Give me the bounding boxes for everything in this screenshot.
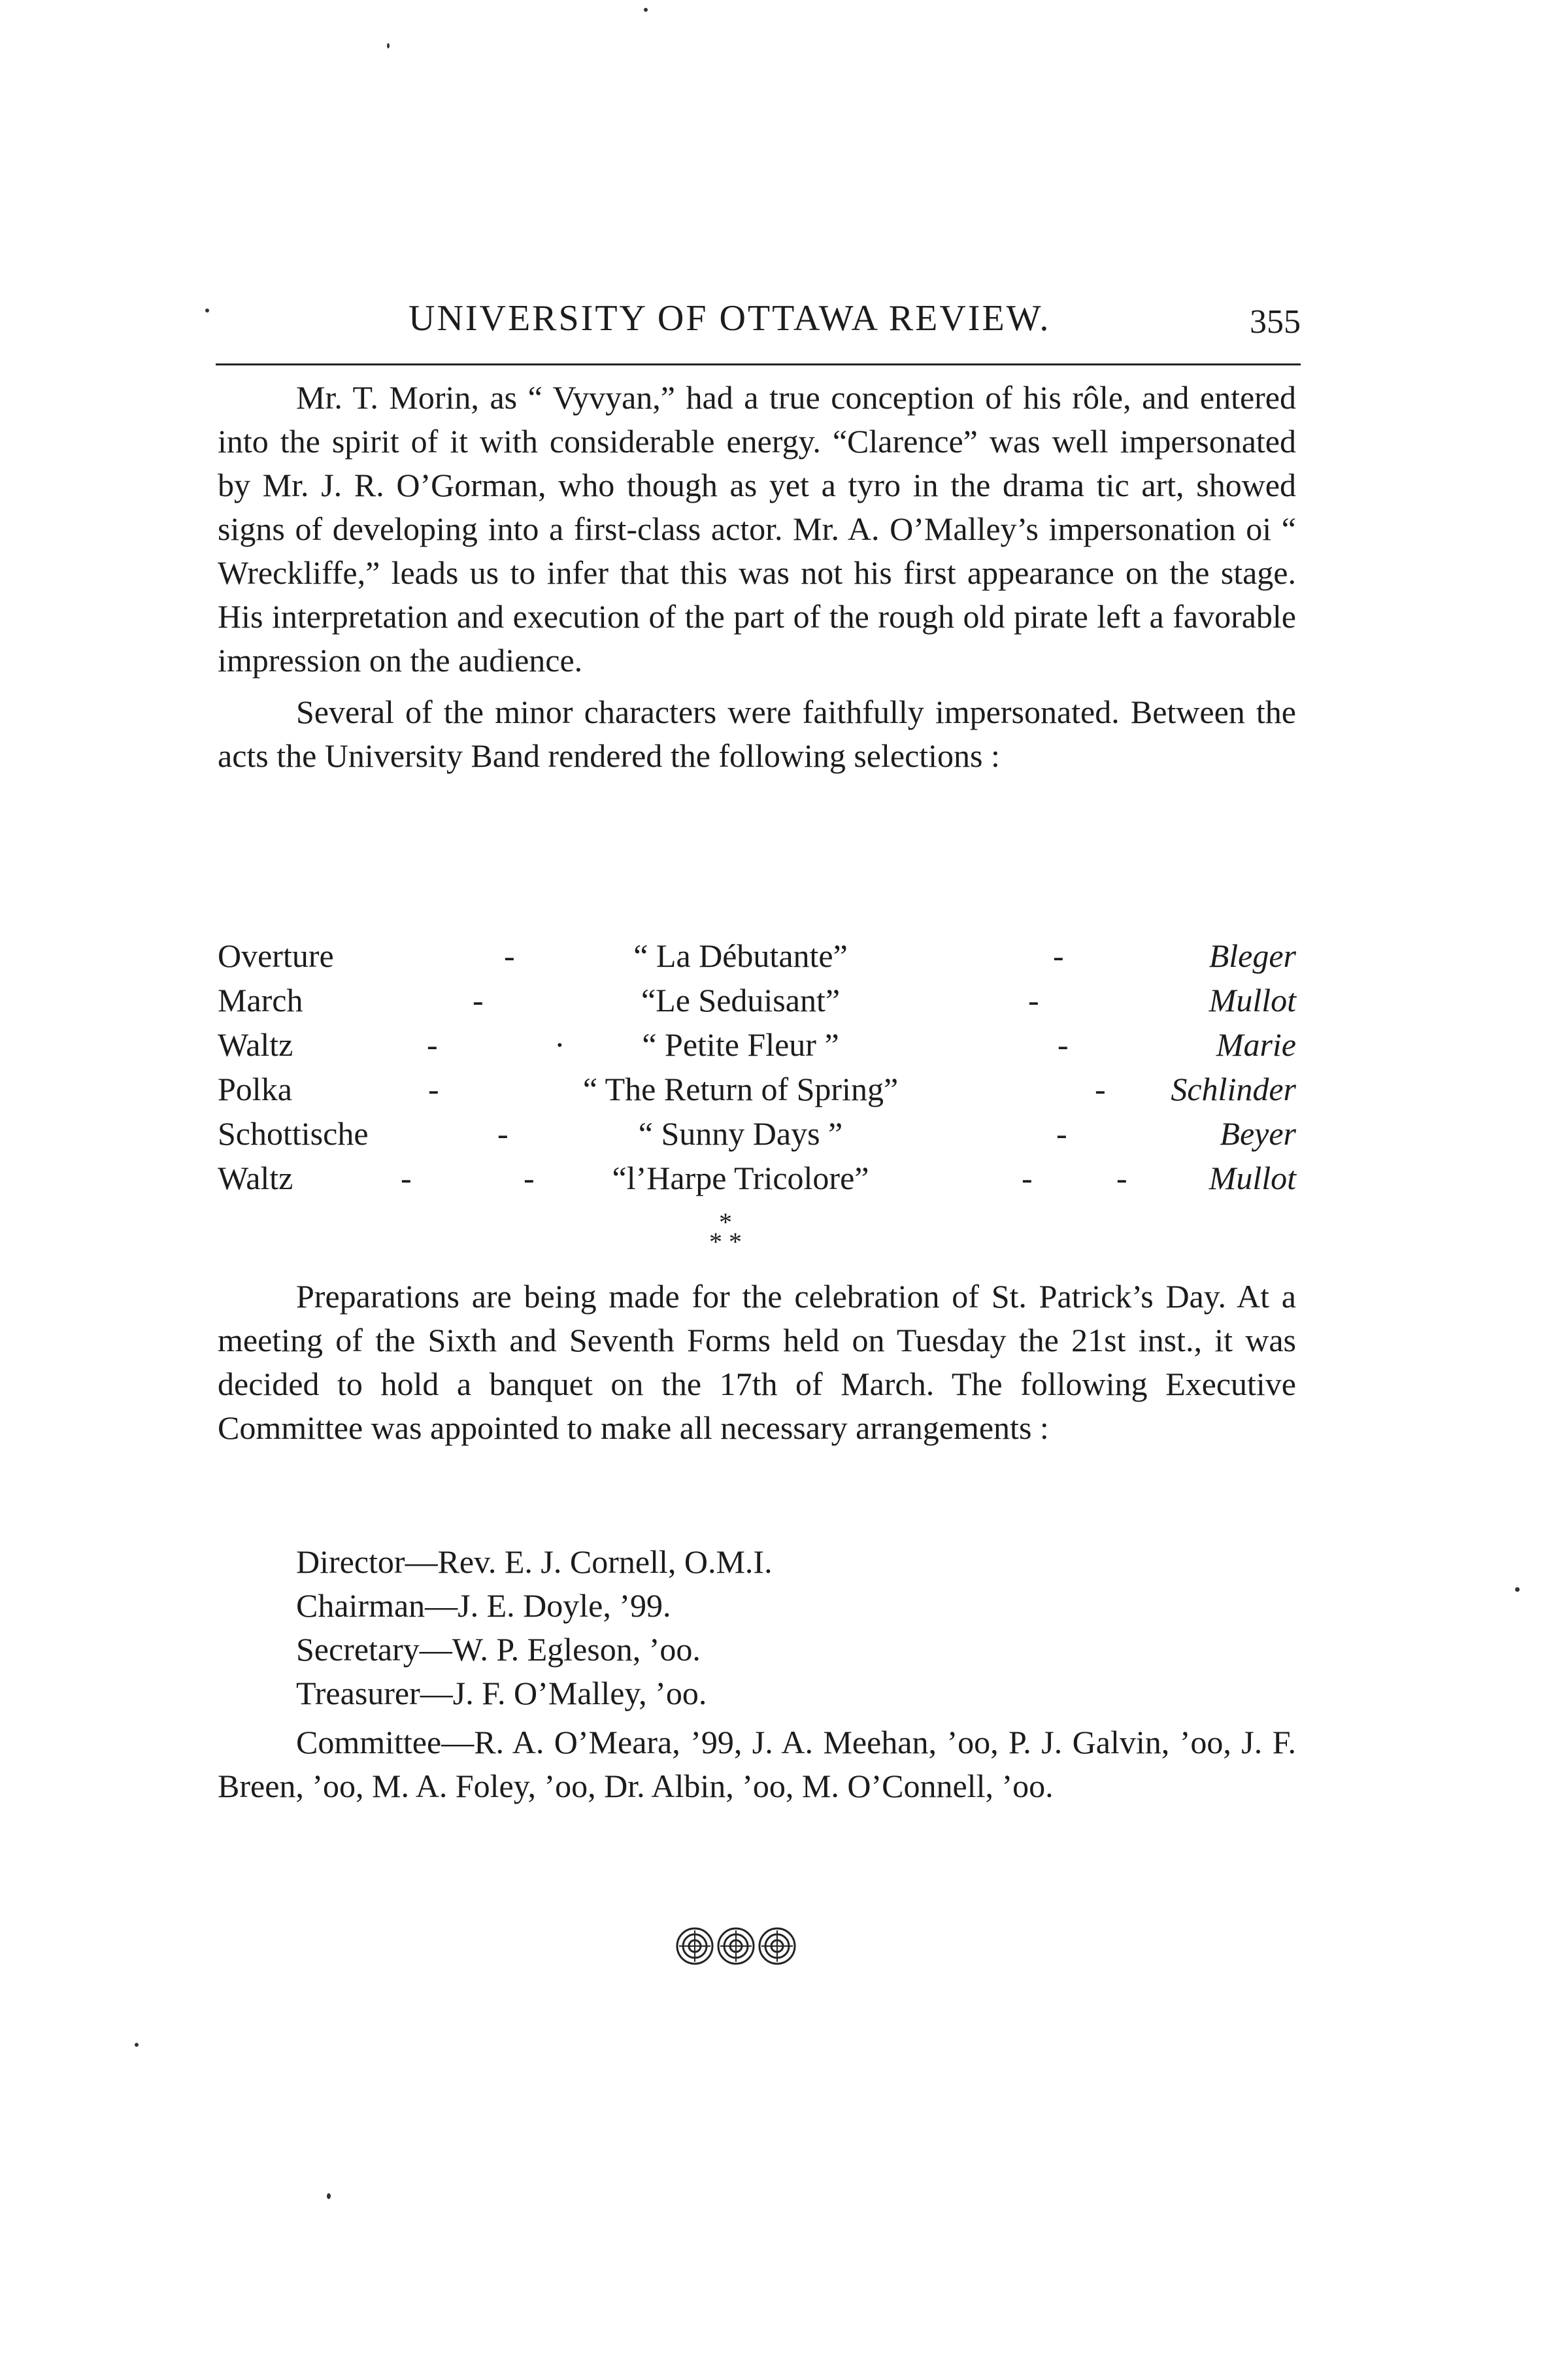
program-title: “ Sunny Days ” xyxy=(638,1115,843,1152)
page-number: 355 xyxy=(1250,303,1301,341)
officer-chairman: Chairman—J. E. Doyle, ’99. xyxy=(296,1587,671,1624)
program-title: “ Petite Fleur ” xyxy=(642,1026,839,1063)
program-title: “ The Return of Spring” xyxy=(582,1071,899,1107)
review-text xyxy=(218,376,1296,778)
scan-speck xyxy=(135,2043,139,2047)
header-rule xyxy=(216,363,1301,365)
program-dance: Polka xyxy=(218,1071,292,1107)
program-composer: Beyer xyxy=(1220,1115,1296,1152)
program-composer: Schlinder xyxy=(1171,1071,1296,1107)
program-composer: Mullot xyxy=(1209,1160,1296,1196)
program-row: Polka - “ The Return of Spring” - Schlinder xyxy=(218,1071,1296,1107)
committee-members: Committee—R. A. O’Meara, ’99, J. A. Meehan, ’oo, P. J. Galvin, ’oo, J. F. Breen, ’oo, M. A. Foley, ’oo, Dr. Albin, ’oo, M. O’Connell, ’oo. xyxy=(218,1724,1296,1804)
program-composer: Marie xyxy=(1216,1026,1296,1063)
journal-title: UNIVERSITY OF OTTAWA REVIEW. xyxy=(409,298,1051,339)
scan-speck xyxy=(387,43,390,48)
scan-speck xyxy=(1515,1587,1520,1592)
program-composer: Bleger xyxy=(1209,937,1296,974)
officer-treasurer: Treasurer—J. F. O’Malley, ’oo. xyxy=(296,1675,707,1711)
paragraph-band-intro: Several of the minor characters were faithfully impersonated. Between the acts the University Band rendered the following selections : xyxy=(218,694,1296,774)
program-row: Overture - “ La Débutante” - Bleger xyxy=(218,937,1296,974)
program-dance: March xyxy=(218,982,303,1018)
program-composer: Mullot xyxy=(1209,982,1296,1018)
scan-speck xyxy=(327,2193,331,2199)
paragraph-cast-review: Mr. T. Morin, as “ Vyvyan,” had a true conception of his rôle, and entered into the spirit of it with considerable energy. “Clarence” was well impersonated by Mr. J. R. O’Gorman, who though as yet a tyro in the drama tic art, showed signs of developing into a first-class actor. Mr. A. O’Malley’s impersonation oi “ Wreckliffe,” leads us to infer that this was not his first appearance on the stage. His interpretation and execution of the part of the rough old pirate left a favorable impression on the audience. xyxy=(218,379,1296,679)
program-dance: Schottische xyxy=(218,1115,369,1152)
program-row: Waltz - - “l’Harpe Tricolore” - - Mullot xyxy=(218,1160,1296,1196)
scan-speck xyxy=(205,309,209,312)
committee-list xyxy=(218,1540,1296,1808)
program-row: Waltz - · “ Petite Fleur ” - Marie xyxy=(218,1026,1296,1063)
program-title: “Le Seduisant” xyxy=(641,982,841,1018)
program-row: Schottische - “ Sunny Days ” - Beyer xyxy=(218,1115,1296,1152)
program-title: “ La Débutante” xyxy=(633,937,848,974)
officer-secretary: Secretary—W. P. Egleson, ’oo. xyxy=(296,1631,701,1668)
rosette-ornament-icon xyxy=(674,1923,798,1969)
program-title: “l’Harpe Tricolore” xyxy=(612,1160,869,1196)
program-dance: Waltz xyxy=(218,1160,293,1196)
st-patricks-text xyxy=(218,1275,1296,1450)
paragraph-st-patricks: Preparations are being made for the celebration of St. Patrick’s Day. At a meeting of the Sixth and Seventh Forms held on Tuesday the 21st inst., it was decided to hold a banquet on the 17th of March. The following Executive Committee was appointed to make all necessary arrangements : xyxy=(218,1278,1296,1446)
asterism-divider: * * * xyxy=(709,1207,742,1256)
officer-director: Director—Rev. E. J. Cornell, O.M.I. xyxy=(296,1543,773,1580)
running-head xyxy=(216,297,1301,350)
program-dance: Overture xyxy=(218,937,334,974)
program-row: March - “Le Seduisant” - Mullot xyxy=(218,982,1296,1018)
band-program xyxy=(218,937,1296,1203)
scan-speck xyxy=(644,8,648,12)
program-dance: Waltz xyxy=(218,1026,293,1063)
